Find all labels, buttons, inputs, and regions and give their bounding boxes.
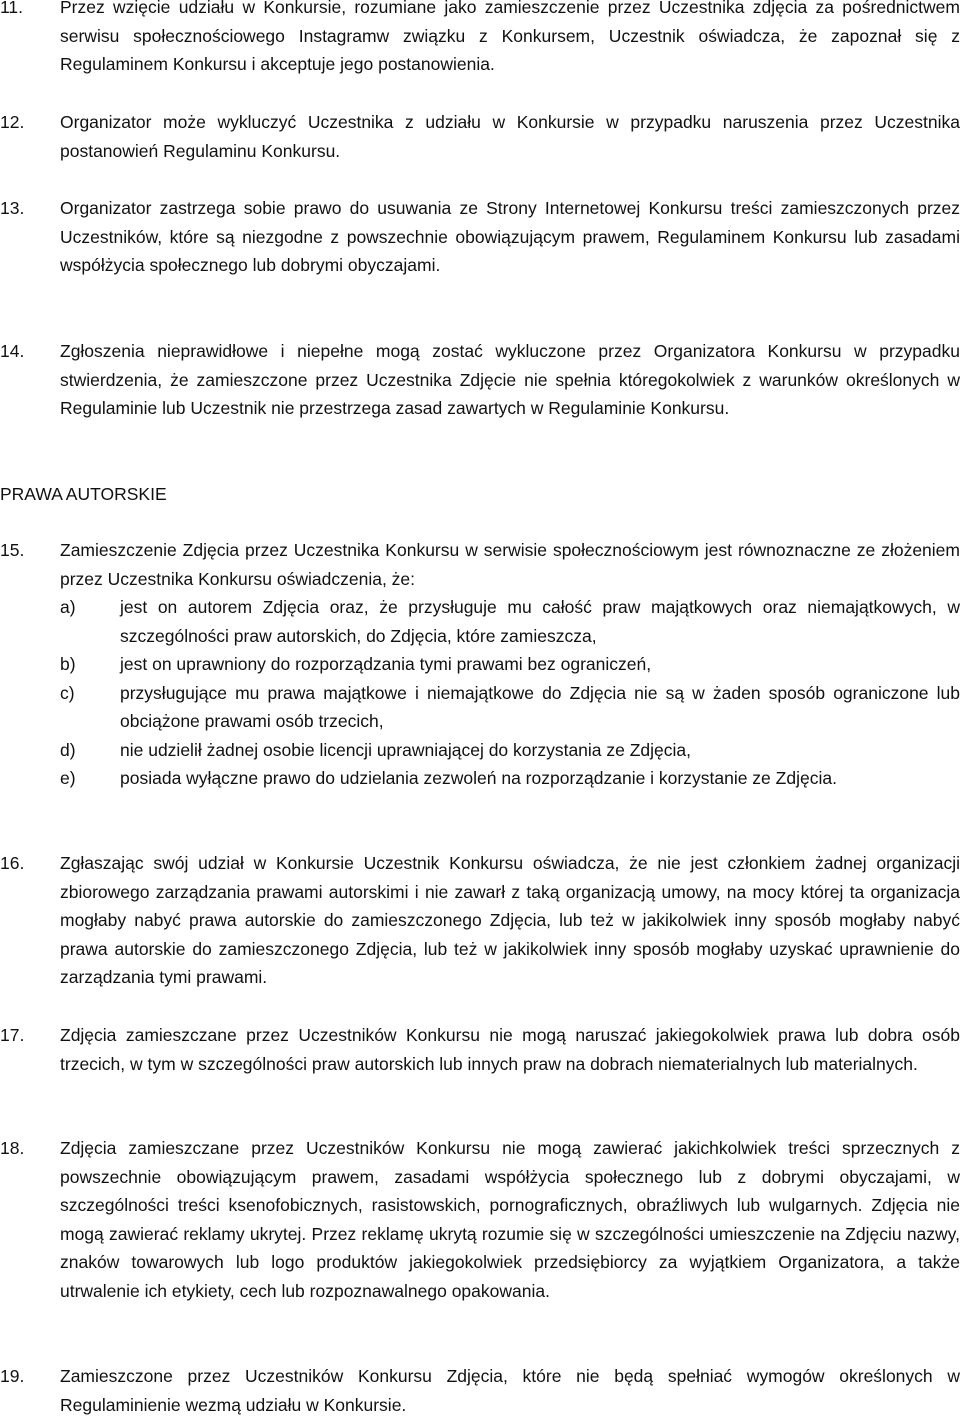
- paragraph-number: 16.: [0, 853, 25, 873]
- list-item-letter: d): [60, 739, 76, 760]
- list-item-text: przysługujące mu prawa majątkowe i niemajątkowe do Zdjęcia nie są w żaden sposób ograniczone lub obciążone prawami osób trzecich,: [120, 682, 960, 731]
- paragraph-12: [0, 108, 960, 165]
- paragraph-number: 13.: [0, 198, 25, 218]
- paragraph-number: 12.: [0, 112, 25, 132]
- paragraph-17: [0, 1021, 960, 1078]
- paragraph-number: 14.: [0, 341, 25, 361]
- paragraph-13: [0, 194, 960, 280]
- paragraph-number: 18.: [0, 1138, 25, 1158]
- paragraph-number: 17.: [0, 1025, 25, 1045]
- paragraph-text: Zamieszczenie Zdjęcia przez Uczestnika Konkursu w serwisie społecznościowym jest równoznaczne ze złożeniem przez Uczestnika Konkursu oświadczenia, że:: [60, 540, 960, 589]
- list-item: [60, 679, 960, 736]
- section-heading: PRAWA AUTORSKIE: [0, 484, 167, 504]
- paragraph-text: Zamieszczone przez Uczestników Konkursu Zdjęcia, które nie będą spełniać wymogów określonych w Regulaminienie wezmą udziału w Konkursie.: [60, 1366, 960, 1415]
- paragraph-text: Zdjęcia zamieszczane przez Uczestników Konkursu nie mogą zawierać jakichkolwiek treści sprzecznych z powszechnie obowiązującym prawem, zasadami współżycia społecznego lub z dobrymi obyczajami, w szczególności treści ksenofobicznych, rasistowskich, pornograficznych, obraźliwych lub wulgarnych. Zdjęcia nie mogą zawierać reklamy ukrytej. Przez reklamę ukrytą rozumie się w szczególności umieszczenie na Zdjęciu nazwy, znaków towarowych lub logo produktów jakiegokolwiek przedsiębiorcy za wyjątkiem Organizatora, a także utrwalenie ich etykiety, cech lub rozpoznawalnego opakowania.: [60, 1138, 960, 1301]
- paragraph-text: Organizator może wykluczyć Uczestnika z udziału w Konkursie w przypadku naruszenia przez Uczestnika postanowień Regulaminu Konkursu.: [60, 112, 960, 161]
- list-item: [60, 593, 960, 650]
- paragraph-text: Zgłoszenia nieprawidłowe i niepełne mogą zostać wykluczone przez Organizatora Konkursu w przypadku stwierdzenia, że zamieszczone przez Uczestnika Zdjęcie nie spełnia któregokolwiek z warunków określonych w Regulaminie lub Uczestnik nie przestrzega zasad zawartych w Regulaminie Konkursu.: [60, 341, 960, 418]
- paragraph-19: [0, 1362, 960, 1419]
- paragraph-number: 15.: [0, 540, 25, 560]
- list-item-text: nie udzielił żadnej osobie licencji uprawniającej do korzystania ze Zdjęcia,: [120, 739, 692, 760]
- list-item-text: posiada wyłączne prawo do udzielania zezwoleń na rozporządzanie i korzystanie ze Zdjęcia.: [120, 768, 837, 788]
- paragraph-11: [0, 0, 960, 79]
- paragraph-15: [0, 536, 960, 793]
- list-item-letter: e): [60, 768, 76, 788]
- list-item-letter: c): [60, 682, 75, 703]
- list-item: [60, 650, 960, 679]
- list-item-letter: b): [60, 654, 76, 674]
- list-item: [60, 736, 960, 765]
- paragraph-text: Przez wzięcie udziału w Konkursie, rozumiane jako zamieszczenie przez Uczestnika zdjęcia za pośrednictwem serwisu społecznościowego Instagramw związku z Konkursem, Uczestnik oświadcza, że zapoznał się z Regulaminem Konkursu i akceptuje jego postanowienia.: [60, 0, 960, 74]
- list-item-text: jest on autorem Zdjęcia oraz, że przysługuje mu całość praw majątkowych oraz niemajątkowych, w szczególności praw autorskich, do Zdjęcia, które zamieszcza,: [120, 597, 960, 646]
- list-item: [60, 764, 960, 793]
- paragraph-text: Zgłaszając swój udział w Konkursie Uczestnik Konkursu oświadcza, że nie jest członkiem żadnej organizacji zbiorowego zarządzania prawami autorskimi i nie zawarł z taką organizacją umowy, na mocy której ta organizacja mogłaby nabyć prawa autorskie do zamieszczonego Zdjęcia, lub też w jakikolwiek inny sposób mogłaby nabyć prawa autorskie do zamieszczonego Zdjęcia, lub też w jakikolwiek inny sposób mogłaby uzyskać uprawnienie do zarządzania tymi prawami.: [60, 853, 960, 987]
- paragraph-text: Zdjęcia zamieszczane przez Uczestników Konkursu nie mogą naruszać jakiegokolwiek prawa lub dobra osób trzecich, w tym w szczególności praw autorskich lub innych praw na dobrach niematerialnych lub materialnych.: [60, 1025, 960, 1074]
- paragraph-16: [0, 849, 960, 992]
- paragraph-18: [0, 1134, 960, 1305]
- paragraph-text: Organizator zastrzega sobie prawo do usuwania ze Strony Internetowej Konkursu treści zamieszczonych przez Uczestników, które są niezgodne z powszechnie obowiązującym prawem, Regulaminem Konkursu lub zasadami współżycia społecznego lub dobrymi obyczajami.: [60, 198, 960, 275]
- list-item-text: jest on uprawniony do rozporządzania tymi prawami bez ograniczeń,: [120, 654, 652, 674]
- paragraph-14: [0, 337, 960, 423]
- list-item-letter: a): [60, 597, 76, 617]
- paragraph-number: 11.: [0, 0, 24, 17]
- paragraph-number: 19.: [0, 1366, 25, 1386]
